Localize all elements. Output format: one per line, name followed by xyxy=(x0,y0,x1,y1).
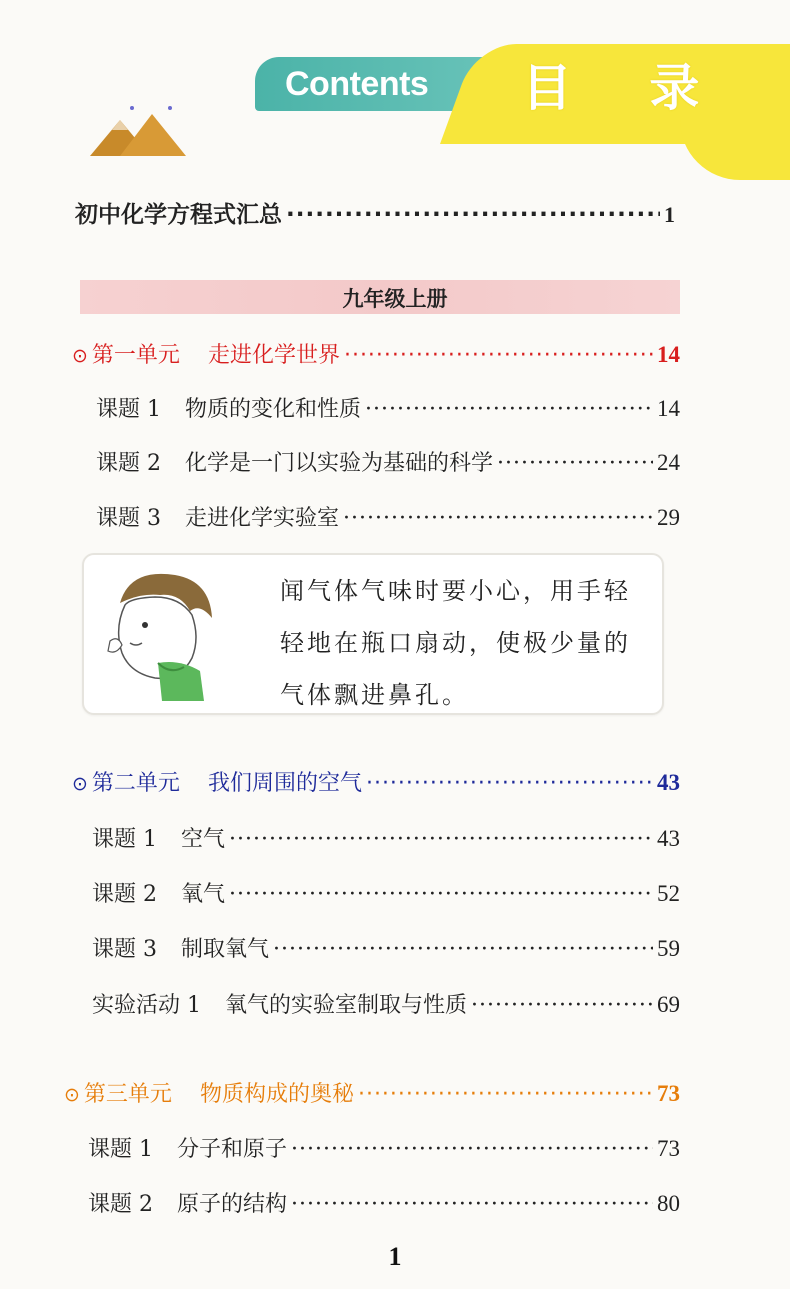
leader-dots xyxy=(229,827,653,852)
unit-1-entry[interactable] xyxy=(72,338,680,369)
leader-dots xyxy=(343,506,653,531)
unit-title: 我们周围的空气 xyxy=(207,771,362,796)
lesson-entry[interactable] xyxy=(96,501,680,532)
grade-title: 九年级上册 xyxy=(342,287,448,311)
lesson-entry[interactable] xyxy=(88,1132,680,1163)
unit-title: 走进化学世界 xyxy=(207,343,340,368)
mountains-icon xyxy=(90,100,190,160)
lesson-label: 课题 1 xyxy=(96,397,161,422)
lesson-title: 物质的变化和性质 xyxy=(185,397,362,422)
lesson-label: 课题 2 xyxy=(92,882,157,907)
summary-title: 初中化学方程式汇总 xyxy=(75,202,282,228)
unit-page: 43 xyxy=(657,770,680,795)
bullet-icon: ⊙ xyxy=(72,345,88,367)
leader-dots xyxy=(365,397,653,422)
leader-dots xyxy=(291,1192,653,1217)
lesson-page: 24 xyxy=(657,450,680,475)
leader-dots xyxy=(273,937,653,962)
unit-page: 14 xyxy=(657,342,680,367)
unit-label: 第一单元 xyxy=(91,343,180,368)
tip-text-line: 轻地在瓶口扇动，使极少量的 xyxy=(280,629,631,657)
unit-page: 73 xyxy=(657,1081,680,1106)
leader-dots xyxy=(366,771,653,796)
leader-dots xyxy=(291,1137,653,1162)
page-number: 1 xyxy=(388,1242,402,1271)
lesson-page: 59 xyxy=(657,936,680,961)
lesson-label: 课题 3 xyxy=(92,937,157,962)
lesson-entry[interactable] xyxy=(92,988,680,1019)
lesson-title: 空气 xyxy=(181,827,226,852)
unit-title: 物质构成的奥秘 xyxy=(199,1082,354,1107)
boy-smelling-illustration xyxy=(100,563,230,703)
unit-label: 第二单元 xyxy=(91,771,180,796)
lesson-title: 氧气的实验室制取与性质 xyxy=(225,993,468,1018)
bullet-icon: ⊙ xyxy=(72,773,88,795)
lesson-entry[interactable] xyxy=(92,877,680,908)
bullet-icon: ⊙ xyxy=(64,1084,80,1106)
lesson-title: 化学是一门以实验为基础的科学 xyxy=(185,451,494,476)
summary-page: 1 xyxy=(664,202,675,227)
lesson-page: 43 xyxy=(657,826,680,851)
toc-summary-entry[interactable] xyxy=(75,196,675,229)
leader-dots xyxy=(358,1082,653,1107)
unit-3-entry[interactable] xyxy=(64,1077,680,1108)
lesson-page: 14 xyxy=(657,396,680,421)
lesson-title: 分子和原子 xyxy=(177,1137,288,1162)
unit-label: 第三单元 xyxy=(83,1082,172,1107)
page-title: 目 录 xyxy=(522,59,730,117)
lesson-page: 69 xyxy=(657,992,680,1017)
lesson-entry[interactable] xyxy=(92,932,680,963)
lesson-page: 52 xyxy=(657,881,680,906)
tip-text-line: 气体飘进鼻孔。 xyxy=(280,681,469,709)
lesson-title: 制取氧气 xyxy=(181,937,270,962)
unit-2-entry[interactable] xyxy=(72,766,680,797)
leader-dots xyxy=(471,993,653,1018)
leader-dots xyxy=(229,882,653,907)
lesson-title: 氧气 xyxy=(181,882,226,907)
lesson-entry[interactable] xyxy=(88,1187,680,1218)
lesson-label: 课题 1 xyxy=(92,827,157,852)
leader-dots xyxy=(344,343,653,368)
leader-dots xyxy=(497,451,653,476)
tip-text-line: 闻气体气味时要小心，用手轻 xyxy=(280,577,631,605)
lesson-page: 73 xyxy=(657,1136,680,1161)
lesson-label: 课题 2 xyxy=(96,451,161,476)
lesson-page: 29 xyxy=(657,505,680,530)
contents-label: Contents xyxy=(285,65,429,103)
lesson-label: 实验活动 1 xyxy=(92,993,201,1018)
lesson-entry[interactable] xyxy=(92,822,680,853)
lesson-label: 课题 3 xyxy=(96,506,161,531)
lesson-page: 80 xyxy=(657,1191,680,1216)
lesson-label: 课题 1 xyxy=(88,1137,153,1162)
lesson-label: 课题 2 xyxy=(88,1192,153,1217)
lesson-entry[interactable] xyxy=(96,446,680,477)
leader-dots xyxy=(286,202,660,228)
lesson-title: 原子的结构 xyxy=(177,1192,288,1217)
lesson-title: 走进化学实验室 xyxy=(185,506,340,531)
lesson-entry[interactable] xyxy=(96,392,680,423)
